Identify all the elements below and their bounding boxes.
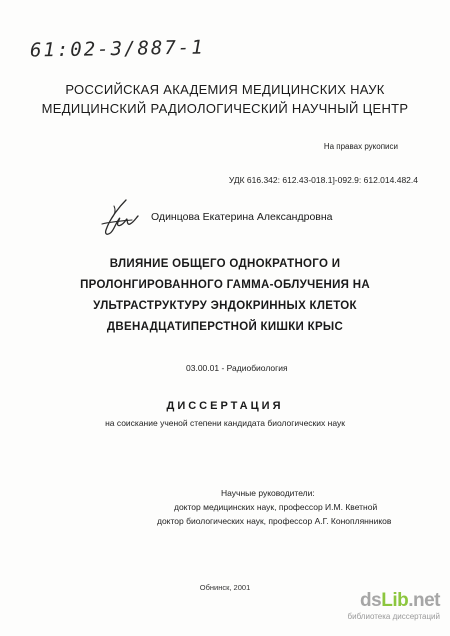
dslib-watermark [320, 591, 440, 631]
supervisors-heading: Научные руководители: [221, 488, 315, 498]
dissertation-title-line: УЛЬТРАСТРУКТУРУ ЭНДОКРИННЫХ КЛЕТОК [93, 300, 357, 312]
supervisor-item: доктор биологических наук, профессор А.Г. Коноплянников [157, 516, 392, 526]
dissertation-title-line: ДВЕНАДЦАТИПЕРСТНОЙ КИШКИ КРЫС [106, 321, 344, 333]
logo-part-ds: ds [360, 590, 382, 611]
logo-part-lib: Lib [381, 590, 409, 611]
degree-subtitle: на соискание ученой степени кандидата биологических наук [105, 418, 345, 428]
author-signature [96, 196, 144, 240]
city-year: Обнинск, 2001 [199, 583, 251, 592]
logo-part-net: .net [408, 590, 440, 611]
dissertation-title-line: ПРОЛОНГИРОВАННОГО ГАММА-ОБЛУЧЕНИЯ НА [80, 279, 370, 291]
center-name: МЕДИЦИНСКИЙ РАДИОЛОГИЧЕСКИЙ НАУЧНЫЙ ЦЕНТР [41, 101, 409, 116]
author-name: Одинцова Екатерина Александровна [151, 211, 333, 223]
registry-code: 61:02-3/887-1 [29, 36, 205, 62]
dslib-logo [320, 591, 440, 611]
supervisor-item: доктор медицинских наук, профессор И.М. Кветной [174, 502, 378, 512]
udk-code: УДК 616.342: 612.43-018.1]-092.9: 612.014.482.4 [228, 175, 418, 185]
academy-name: РОССИЙСКАЯ АКАДЕМИЯ МЕДИЦИНСКИХ НАУК [65, 82, 385, 97]
rights-note: На правах рукописи [323, 142, 398, 151]
specialty-code: 03.00.01 - Радиобиология [186, 363, 288, 373]
dissertation-title-line: ВЛИЯНИЕ ОБЩЕГО ОДНОКРАТНОГО И [109, 258, 341, 270]
dissertation-heading: ДИССЕРТАЦИЯ [166, 400, 284, 412]
watermark-caption: библиотека диссертаций [347, 612, 440, 621]
